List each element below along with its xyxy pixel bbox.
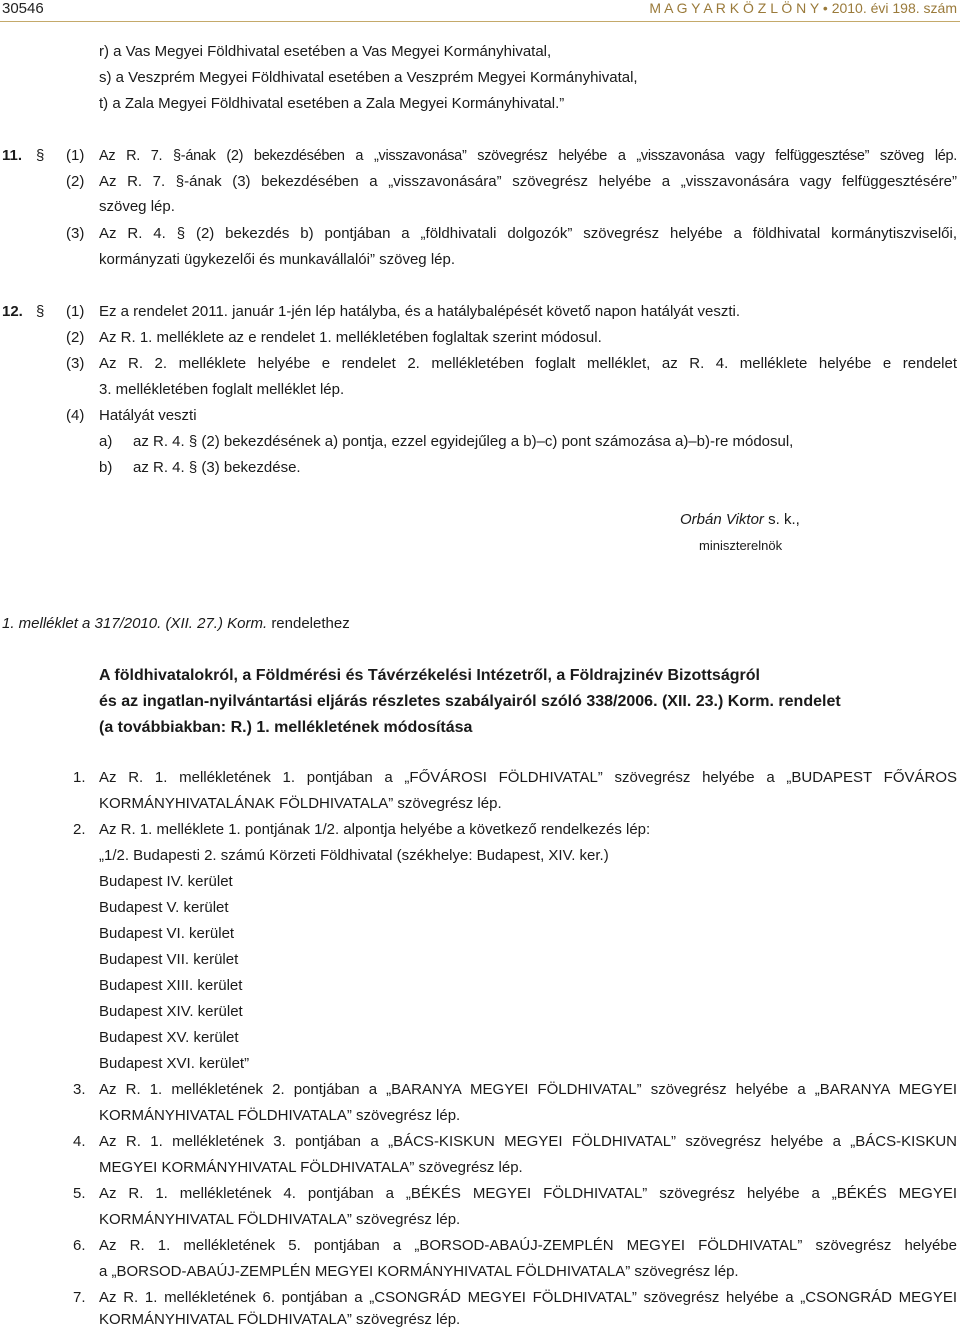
annex-item-7-line2: KORMÁNYHIVATAL FÖLDHIVATALA” szövegrész lép.	[99, 1311, 461, 1328]
annex-item-2-line2: „1/2. Budapesti 2. számú Körzeti Földhivatal (székhelye: Budapest, XIV. ker.)	[99, 847, 609, 864]
intro-line-r: r) a Vas Megyei Földhivatal esetében a Vas Megyei Kormányhivatal,	[99, 43, 552, 60]
page-number: 30546	[2, 0, 44, 17]
signature-name: Orbán Viktor	[680, 511, 764, 528]
journal-title: M A G Y A R K Ö Z L Ö N Y • 2010. évi 198. szám	[649, 0, 957, 16]
section-12-sign: §	[36, 303, 45, 320]
district-item: Budapest XIV. kerület	[99, 1003, 243, 1020]
annex-item-4-line1: Az R. 1. mellékletének 3. pontjában a „BÁCS-KISKUN MEGYEI FÖLDHIVATAL” szövegrész helyébe a „BÁCS-KISKUN	[99, 1133, 957, 1150]
annex-item-6-line2: a „BORSOD-ABAÚJ-ZEMPLÉN MEGYEI KORMÁNYHIVATAL FÖLDHIVATALA” szövegrész lép.	[99, 1263, 739, 1280]
district-item: Budapest VI. kerület	[99, 925, 235, 942]
annex-label	[2, 614, 350, 634]
annex-item-7-num: 7.	[73, 1289, 86, 1306]
section-12-a-label: a)	[99, 433, 113, 450]
signature	[680, 510, 800, 530]
annex-label-rest: rendelethez	[271, 615, 350, 632]
section-11-p1: Az R. 7. §-ának (2) bekezdésében a „visszavonása” szövegrész helyébe a „visszavonása vagy felfüggesztése” szöveg lép.	[99, 148, 957, 164]
annex-item-3-num: 3.	[73, 1081, 86, 1098]
section-11-number: 11.	[2, 147, 23, 164]
section-11-p3-line1: Az R. 4. § (2) bekezdés b) pontjában a „földhivatali dolgozók” szövegrész helyébe a földhivatal kormánytiszviselői,	[99, 225, 957, 242]
annex-item-5-num: 5.	[73, 1185, 86, 1202]
section-12-p3-line2: 3. mellékletében foglalt melléklet lép.	[99, 381, 345, 398]
annex-item-6-num: 6.	[73, 1237, 86, 1254]
annex-item-4-num: 4.	[73, 1133, 86, 1150]
annex-item-7-line1: Az R. 1. mellékletének 6. pontjában a „CSONGRÁD MEGYEI FÖLDHIVATAL” szövegrész helyébe a „CSONGRÁD MEGYEI	[99, 1289, 957, 1306]
section-11-p2-line1: Az R. 7. §-ának (3) bekezdésében a „visszavonására” szövegrész helyébe a „visszavonására vagy felfüggesztésére”	[99, 173, 957, 190]
district-item: Budapest XV. kerület	[99, 1029, 239, 1046]
annex-item-5-line2: KORMÁNYHIVATAL FÖLDHIVATALA” szövegrész lép.	[99, 1211, 461, 1228]
signature-suffix: s. k.,	[768, 511, 800, 528]
section-12-b-label: b)	[99, 459, 113, 476]
signature-title: miniszterelnök	[699, 538, 783, 553]
district-item: Budapest V. kerület	[99, 899, 229, 916]
section-12-p2: Az R. 1. melléklete az e rendelet 1. mellékletében foglaltak szerint módosul.	[99, 329, 602, 346]
annex-item-2-line1: Az R. 1. melléklete 1. pontjának 1/2. alpontja helyébe a következő rendelkezés lép:	[99, 821, 651, 838]
section-12-p1-num: (1)	[66, 303, 85, 320]
annex-item-1-num: 1.	[73, 769, 86, 786]
annex-item-5-line1: Az R. 1. mellékletének 4. pontjában a „BÉKÉS MEGYEI FÖLDHIVATAL” szövegrész helyébe a „BÉKÉS MEGYEI	[99, 1185, 957, 1202]
annex-item-1-line2: KORMÁNYHIVATALÁNAK FÖLDHIVATALA” szövegrész lép.	[99, 795, 502, 812]
page-header	[0, 0, 960, 22]
section-12-p2-num: (2)	[66, 329, 85, 346]
section-11-p2-num: (2)	[66, 173, 85, 190]
section-12-a-text: az R. 4. § (2) bekezdésének a) pontja, ezzel egyidejűleg a b)–c) pont számozása a)–b)-re módosul,	[133, 433, 794, 450]
annex-item-6-line1: Az R. 1. mellékletének 5. pontjában a „BORSOD-ABAÚJ-ZEMPLÉN MEGYEI FÖLDHIVATAL” szövegrész helyébe	[99, 1237, 957, 1254]
district-item: Budapest VII. kerület	[99, 951, 239, 968]
intro-line-t: t) a Zala Megyei Földhivatal esetében a Zala Megyei Kormányhivatal.”	[99, 95, 565, 112]
annex-item-2-num: 2.	[73, 821, 86, 838]
section-12-p3-line1: Az R. 2. melléklete helyébe e rendelet 2. mellékletében foglalt melléklet, az R. 4. melléklete helyébe e rendelet	[99, 355, 957, 372]
header-rule	[0, 21, 960, 22]
district-item: Budapest XIII. kerület	[99, 977, 243, 994]
section-12-p4: Hatályát veszti	[99, 407, 197, 424]
district-item: Budapest XVI. kerület”	[99, 1055, 250, 1072]
annex-heading-line1: A földhivatalokról, a Földmérési és Távérzékelési Intézetről, a Földrajzinév Bizottságról	[99, 667, 760, 684]
district-item: Budapest IV. kerület	[99, 873, 233, 890]
section-11-p3-line2: kormányzati ügykezelői és munkavállalói” szöveg lép.	[99, 251, 456, 268]
annex-item-1-line1: Az R. 1. mellékletének 1. pontjában a „FŐVÁROSI FÖLDHIVATAL” szövegrész helyébe a „BUDAPEST FŐVÁROS	[99, 769, 957, 786]
section-12-p3-num: (3)	[66, 355, 85, 372]
section-12-p4-num: (4)	[66, 407, 85, 424]
annex-item-3-line1: Az R. 1. mellékletének 2. pontjában a „BARANYA MEGYEI FÖLDHIVATAL” szövegrész helyébe a „BARANYA MEGYEI	[99, 1081, 957, 1098]
section-11-p2-line2: szöveg lép.	[99, 198, 175, 215]
annex-item-3-line2: KORMÁNYHIVATAL FÖLDHIVATALA” szövegrész lép.	[99, 1107, 461, 1124]
section-12-number: 12.	[2, 303, 23, 320]
intro-line-s: s) a Veszprém Megyei Földhivatal esetében a Veszprém Megyei Kormányhivatal,	[99, 69, 638, 86]
annex-heading-line3: (a továbbiakban: R.) 1. mellékletének módosítása	[99, 719, 473, 736]
annex-item-4-line2: MEGYEI KORMÁNYHIVATAL FÖLDHIVATALA” szövegrész lép.	[99, 1159, 523, 1176]
section-11-sign: §	[36, 147, 45, 164]
section-12-b-text: az R. 4. § (3) bekezdése.	[133, 459, 301, 476]
section-11-p3-num: (3)	[66, 225, 85, 242]
annex-label-italic: 1. melléklet a 317/2010. (XII. 27.) Korm.	[2, 615, 268, 632]
annex-heading-line2: és az ingatlan-nyilvántartási eljárás részletes szabályairól szóló 338/2006. (XII. 23.) Korm. rendelet	[99, 693, 841, 710]
section-12-p1: Ez a rendelet 2011. január 1-jén lép hatályba, és a hatálybalépését követő napon hatályát veszti.	[99, 303, 740, 320]
section-11-p1-num: (1)	[66, 147, 85, 164]
